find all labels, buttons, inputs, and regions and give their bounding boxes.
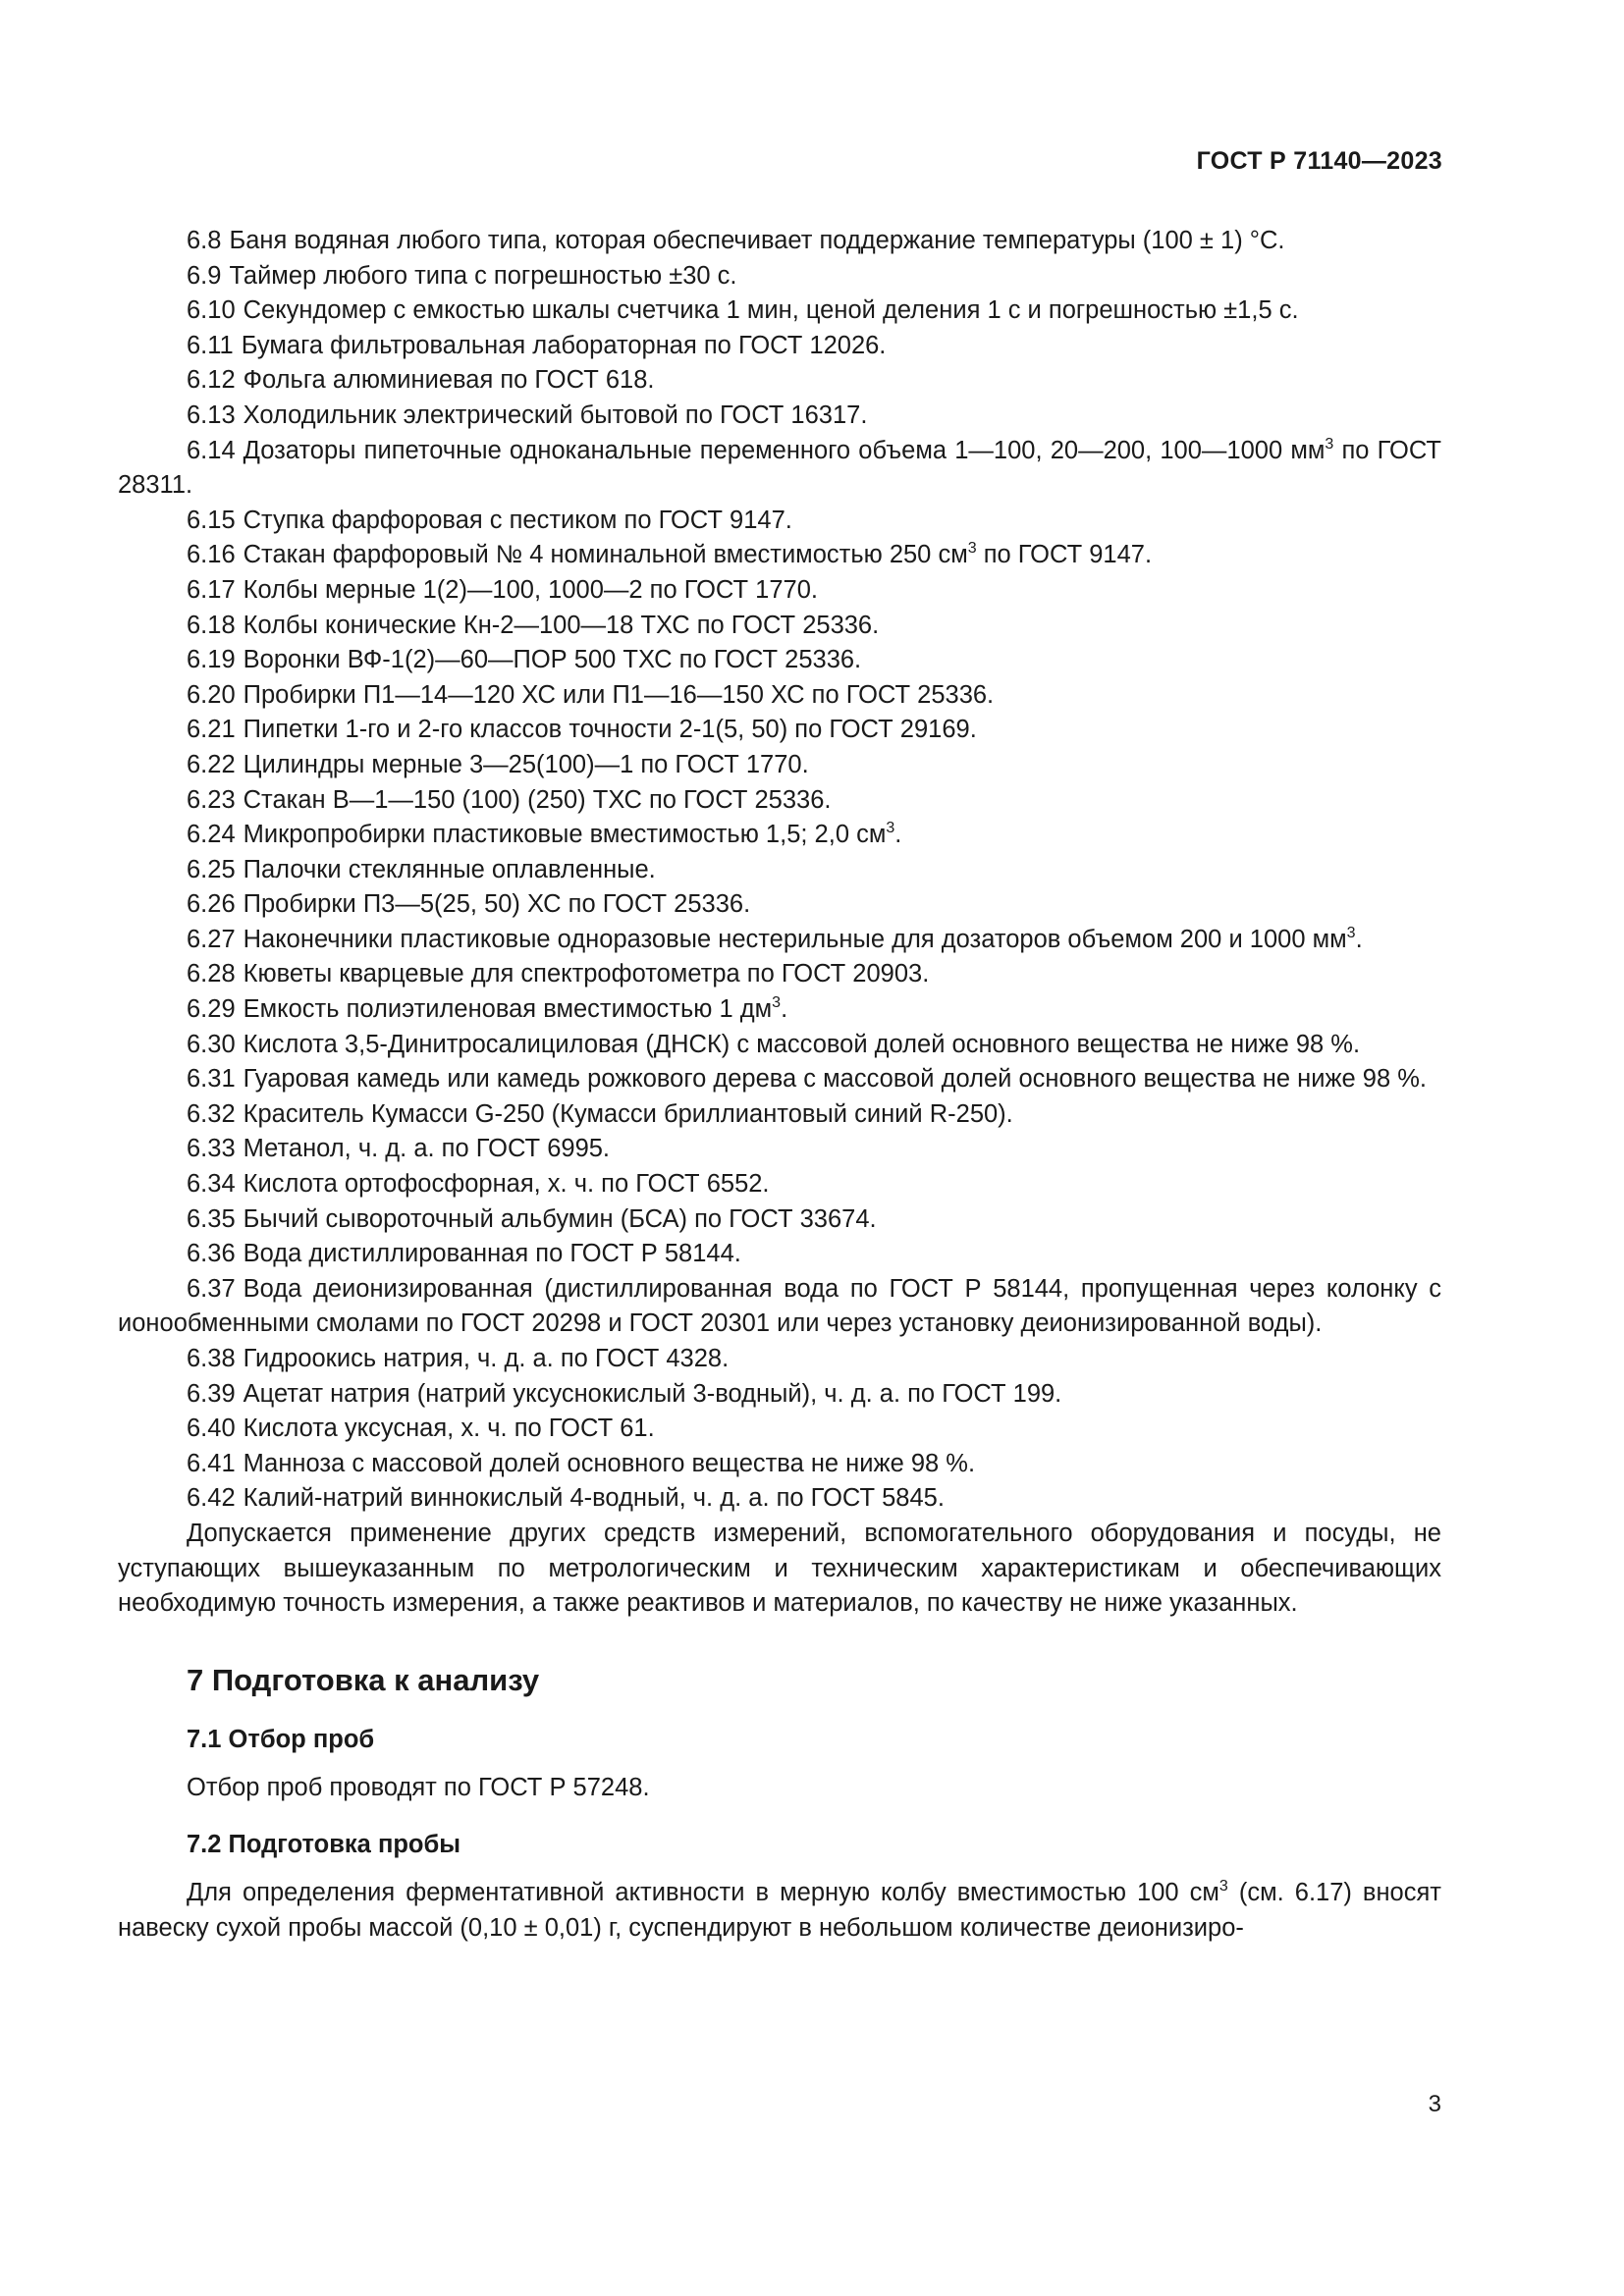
- item-number: 6.8: [187, 227, 222, 254]
- item-number: 6.14: [187, 436, 236, 464]
- list-item: [118, 643, 1441, 678]
- list-item: [118, 1097, 1441, 1133]
- list-item: [118, 853, 1441, 888]
- item-text: Секундомер с емкостью шкалы счетчика 1 мин, ценой деления 1 с и погрешностью ±1,5 с.: [243, 296, 1299, 325]
- item-number: 6.9: [187, 261, 222, 290]
- item-text: Ступка фарфоровая с пестиком по ГОСТ 9147.: [243, 506, 792, 534]
- item-number: 6.23: [187, 785, 236, 814]
- item-text: Кислота уксусная, х. ч. по ГОСТ 61.: [243, 1415, 655, 1443]
- item-number: 6.17: [187, 575, 236, 604]
- item-text: Краситель Кумасси G-250 (Кумасси бриллиантовый синий R-250).: [243, 1099, 1013, 1128]
- item-text: Пробирки П3—5(25, 50) ХС по ГОСТ 25336.: [243, 890, 751, 919]
- subsection-text-7-1: Отбор проб проводят по ГОСТ Р 57248.: [187, 1773, 650, 1801]
- subsection-title-text: 7.2 Подготовка пробы: [187, 1831, 461, 1859]
- item-text: Пипетки 1-го и 2-го классов точности 2-1(5, 50) по ГОСТ 29169.: [243, 716, 977, 744]
- superscript: 3: [772, 994, 782, 1012]
- page-number: 3: [1428, 2091, 1441, 2117]
- item-text: Манноза с массовой долей основного вещества не ниже 98 %.: [243, 1449, 976, 1477]
- list-item: [118, 294, 1441, 329]
- list-item: [118, 1481, 1441, 1517]
- list-item: [118, 1272, 1441, 1342]
- item-text: Емкость полиэтиленовая вместимостью 1 дм: [243, 995, 773, 1024]
- item-number: 6.12: [187, 366, 236, 395]
- item-number: 6.41: [187, 1449, 236, 1477]
- list-item: [118, 1412, 1441, 1447]
- item-number: 6.30: [187, 1030, 236, 1058]
- list-item: [118, 1132, 1441, 1167]
- item-text: Бычий сывороточный альбумин (БСА) по ГОСТ 33674.: [243, 1204, 877, 1233]
- list-item: [118, 923, 1441, 958]
- list-item: [118, 1342, 1441, 1377]
- item-text: Ацетат натрия (натрий уксуснокислый 3-водный), ч. д. а. по ГОСТ 199.: [243, 1379, 1062, 1408]
- item-number: 6.26: [187, 890, 236, 919]
- item-number: 6.35: [187, 1204, 236, 1233]
- item-text: Колбы мерные 1(2)—100, 1000—2 по ГОСТ 1770.: [243, 575, 818, 604]
- list-item: [118, 399, 1441, 434]
- item-number: 6.13: [187, 400, 236, 429]
- item-text: Фольга алюминиевая по ГОСТ 618.: [243, 366, 655, 395]
- item-text: Вода деионизированная (дистиллированная вода по ГОСТ Р 58144, пропущенная через колонку с ионообменными смолами по ГОСТ 20298 и ГОСТ 20301 или через установку деионизированной воды).: [118, 1274, 1441, 1338]
- superscript: 3: [1325, 435, 1334, 453]
- list-item: [118, 573, 1441, 609]
- item-number: 6.10: [187, 296, 236, 325]
- item-number: 6.24: [187, 821, 236, 849]
- item-number: 6.22: [187, 750, 236, 778]
- item-number: 6.42: [187, 1484, 236, 1513]
- item-number: 6.31: [187, 1065, 236, 1094]
- item-text: Дозаторы пипеточные одноканальные переменного объема 1—100, 20—200, 100—1000 мм: [243, 436, 1326, 464]
- item-text: Цилиндры мерные 3—25(100)—1 по ГОСТ 1770.: [243, 750, 809, 778]
- list-item: [118, 713, 1441, 748]
- item-number: 6.19: [187, 646, 236, 674]
- list-item: [118, 434, 1441, 504]
- list-item: [118, 224, 1441, 259]
- list-item: [118, 1167, 1441, 1202]
- item-text: Кислота ортофосфорная, х. ч. по ГОСТ 6552.: [243, 1170, 770, 1199]
- superscript: 3: [967, 540, 977, 558]
- list-item: [118, 1202, 1441, 1238]
- list-item: [118, 504, 1441, 539]
- subsection-title-7-1: 7.1 Отбор проб: [187, 1725, 375, 1753]
- list-item: [118, 1237, 1441, 1272]
- section-title: 7 Подготовка к анализу: [187, 1662, 540, 1697]
- item-number: 6.20: [187, 680, 236, 709]
- list-item: [118, 609, 1441, 644]
- document-body: [118, 224, 1441, 1947]
- item-number: 6.25: [187, 855, 236, 883]
- item-text: Метанол, ч. д. а. по ГОСТ 6995.: [243, 1135, 611, 1163]
- item-text: Гуаровая камедь или камедь рожкового дерева с массовой долей основного вещества не ниже 98 %.: [243, 1065, 1427, 1094]
- item-number: 6.11: [187, 331, 234, 359]
- item-text: Пробирки П1—14—120 ХС или П1—16—150 ХС по ГОСТ 25336.: [243, 680, 995, 709]
- item-text: Калий-натрий виннокислый 4-водный, ч. д. а. по ГОСТ 5845.: [243, 1484, 945, 1513]
- item-number: 6.39: [187, 1379, 236, 1408]
- note-paragraph: Допускается применение других средств измерений, вспомогательного оборудования и посуды, не уступающих вышеуказанным по метрологическим и техническим характеристикам и обеспечивающих необходимую точность измерения, а также реактивов и материалов, по качеству не ниже указанных.: [118, 1519, 1441, 1618]
- list-item: [118, 1377, 1441, 1413]
- item-text-tail: по ГОСТ 28311.: [118, 436, 1441, 500]
- item-text: Бумага фильтровальная лабораторная по ГОСТ 12026.: [241, 331, 887, 359]
- list-item: [118, 538, 1441, 573]
- item-text: Воронки ВФ-1(2)—60—ПОР 500 ТХС по ГОСТ 25336.: [243, 646, 862, 674]
- superscript: 3: [886, 820, 895, 837]
- item-text: Колбы конические Кн-2—100—18 ТХС по ГОСТ 25336.: [243, 611, 880, 639]
- text-part: Для определения ферментативной активности в мерную колбу вместимостью 100 см: [187, 1879, 1219, 1907]
- item-text: Холодильник электрический бытовой по ГОСТ 16317.: [243, 400, 868, 429]
- item-number: 6.29: [187, 995, 236, 1024]
- item-number: 6.36: [187, 1240, 236, 1268]
- item-text-tail: .: [781, 995, 788, 1024]
- list-item: [118, 1028, 1441, 1063]
- item-text: Гидроокись натрия, ч. д. а. по ГОСТ 4328.: [243, 1345, 730, 1372]
- superscript: 3: [1346, 924, 1356, 941]
- item-number: 6.27: [187, 925, 236, 953]
- list-item: [118, 748, 1441, 783]
- subsection-title-7-2: [118, 1827, 1441, 1862]
- list-item: [118, 887, 1441, 923]
- item-number: 6.16: [187, 541, 236, 569]
- item-text: Палочки стеклянные оплавленные.: [243, 855, 656, 883]
- item-number: 6.18: [187, 611, 236, 639]
- item-number: 6.15: [187, 506, 236, 534]
- list-item: [118, 329, 1441, 364]
- superscript: 3: [1218, 1878, 1228, 1896]
- list-item: [118, 678, 1441, 714]
- item-text: Кюветы кварцевые для спектрофотометра по ГОСТ 20903.: [243, 960, 930, 988]
- item-number: 6.21: [187, 716, 236, 744]
- list-item: [118, 957, 1441, 992]
- item-text: Стакан В—1—150 (100) (250) ТХС по ГОСТ 25336.: [243, 785, 832, 814]
- item-text: Микропробирки пластиковые вместимостью 1,5; 2,0 см: [243, 821, 887, 849]
- item-number: 6.40: [187, 1415, 236, 1443]
- list-item: [118, 363, 1441, 399]
- list-item: [118, 818, 1441, 853]
- list-item: [118, 1062, 1441, 1097]
- item-text: Наконечники пластиковые одноразовые нестерильные для дозаторов объемом 200 и 1000 мм: [243, 925, 1347, 953]
- document-code: ГОСТ Р 71140—2023: [1196, 147, 1442, 175]
- item-number: 6.33: [187, 1135, 236, 1163]
- item-text: Баня водяная любого типа, которая обеспечивает поддержание температуры (100 ± 1) °С.: [229, 227, 1285, 254]
- list-item: [118, 259, 1441, 294]
- subsection-text-7-2: [118, 1876, 1441, 1946]
- item-text-tail: .: [1355, 925, 1363, 953]
- item-text-tail: .: [894, 821, 902, 849]
- item-number: 6.37: [187, 1274, 236, 1303]
- item-text: Вода дистиллированная по ГОСТ Р 58144.: [243, 1240, 741, 1268]
- item-number: 6.34: [187, 1170, 236, 1199]
- item-number: 6.32: [187, 1099, 236, 1128]
- list-item: [118, 783, 1441, 819]
- item-text: Таймер любого типа с погрешностью ±30 с.: [229, 261, 737, 290]
- item-text: Стакан фарфоровый № 4 номинальной вместимостью 250 см: [243, 541, 968, 569]
- item-number: 6.28: [187, 960, 236, 988]
- item-text: Кислота 3,5-Динитросалициловая (ДНСК) с массовой долей основного вещества не ниже 98 %.: [243, 1030, 1361, 1058]
- list-item: [118, 1447, 1441, 1482]
- equipment-list: [118, 224, 1441, 1517]
- item-number: 6.38: [187, 1345, 236, 1372]
- text-part: (см. 6.17) вносят навеску сухой пробы массой (0,10 ± 0,01) г, суспендируют в небольшом количестве деионизиро-: [118, 1879, 1441, 1942]
- list-item: [118, 992, 1441, 1028]
- item-text-tail: по ГОСТ 9147.: [976, 541, 1153, 569]
